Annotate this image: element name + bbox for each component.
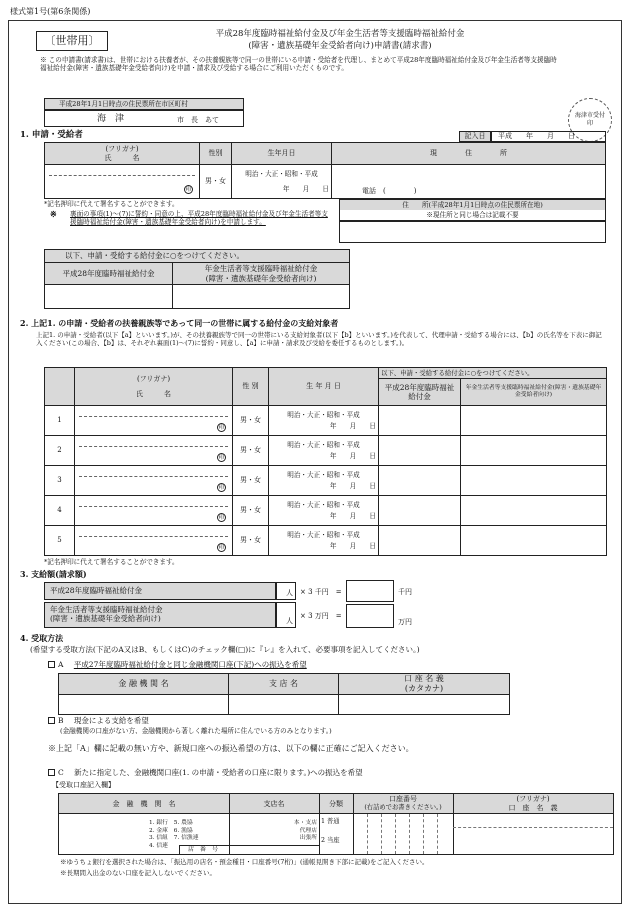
dep-birth-field[interactable] bbox=[269, 406, 379, 436]
c-type-header: 分類 bbox=[329, 800, 343, 808]
dep-row bbox=[45, 466, 607, 496]
stamp-label: 海津市受付印 bbox=[575, 112, 606, 127]
applicant-table bbox=[44, 142, 606, 199]
section4-heading: 4. 受取方法 bbox=[20, 633, 64, 643]
bank-types-2: 2. 金庫 6. 漁協 bbox=[149, 827, 193, 834]
footnote-inactive: ※長期間入出金のない口座を記入しないでください。 bbox=[60, 869, 216, 877]
amount-row1-total[interactable] bbox=[346, 580, 394, 602]
c-kana-header: (フリガナ) bbox=[516, 795, 550, 803]
option-b bbox=[48, 716, 149, 725]
branch-types-2: 代理店 bbox=[299, 827, 317, 834]
branch-type-list bbox=[265, 820, 317, 843]
ymd-label: 年 月 日 bbox=[329, 482, 376, 490]
dep-gender-field[interactable]: 男・女 bbox=[233, 406, 269, 436]
dep-row-no: 2 bbox=[45, 436, 75, 466]
ymd-label: 年 月 日 bbox=[329, 452, 376, 460]
dep-row bbox=[45, 406, 607, 436]
dep-col1-field[interactable] bbox=[379, 406, 461, 436]
dep-gender-field[interactable]: 男・女 bbox=[233, 436, 269, 466]
benefit-col1-field[interactable] bbox=[45, 285, 173, 309]
dep-col2-header: 年金生活者等支援臨時福祉給付金(障害・遺族基礎年金受給者向け) bbox=[461, 379, 607, 406]
option-b-note: (金融機関の口座がない方、金融機関から著しく離れた場所に住んでいる方のみとなります。) bbox=[60, 727, 332, 735]
era-options: 明治・大正・昭和・平成 bbox=[287, 470, 360, 479]
option-a-checkbox[interactable] bbox=[48, 661, 55, 668]
dep-birth-field[interactable] bbox=[269, 496, 379, 526]
dep-row-no: 3 bbox=[45, 466, 75, 496]
dep-sign-note: *記名押印に代えて署名することができます。 bbox=[44, 558, 179, 566]
applicant-furigana-header: (フリガナ) bbox=[105, 144, 139, 153]
dep-row bbox=[45, 526, 607, 556]
amount-row2-label-b: (障害・遺族基礎年金受給者向け) bbox=[50, 614, 161, 624]
amount-row1-unit: 千円 bbox=[398, 588, 412, 596]
oath-note: 裏面の事項(1)～(7)に誓約・同意の上、平成28年度臨時福祉給付金及び年金生活者等支援臨時福祉給付金(障害・遺族基礎年金受給者向け)を申請します。 bbox=[70, 210, 328, 227]
option-c-checkbox[interactable] bbox=[48, 769, 55, 776]
era-options: 明治・大正・昭和・平成 bbox=[287, 530, 360, 539]
dep-row-no: 1 bbox=[45, 406, 75, 436]
amount-row1-label: 平成28年度臨時福祉給付金 bbox=[44, 582, 276, 600]
seal-mark: 印 bbox=[218, 484, 225, 491]
title-line1: 平成28年度臨時福祉給付金及び年金生活者等支援臨時福祉給付金 bbox=[215, 29, 465, 39]
residence-header: 住 所(平成28年1月1日時点の住民票所在地) bbox=[340, 200, 605, 210]
entry-date-field[interactable]: 平成 年 月 日 bbox=[491, 131, 606, 142]
option-a-mark: A bbox=[58, 660, 64, 669]
residence-note: ※現住所と同じ場合は記載不要 bbox=[426, 211, 519, 219]
receipt-label: 【受取口座記入欄】 bbox=[52, 781, 115, 789]
dep-gender-field[interactable]: 男・女 bbox=[233, 526, 269, 556]
municipality-box bbox=[44, 110, 244, 127]
c-num-header: 口座番号 bbox=[389, 795, 417, 803]
applicant-name-field[interactable] bbox=[45, 165, 200, 199]
a-acct-field[interactable] bbox=[339, 695, 510, 715]
dep-name-field[interactable] bbox=[75, 436, 233, 466]
dep-row-no: 4 bbox=[45, 496, 75, 526]
amount-row2-unit: 万円 bbox=[398, 618, 412, 626]
person-unit: 人 bbox=[286, 589, 293, 598]
dep-name-field[interactable] bbox=[75, 466, 233, 496]
dep-name-field[interactable] bbox=[75, 406, 233, 436]
dep-col1-field[interactable] bbox=[379, 526, 461, 556]
oath-mark: ※ bbox=[50, 209, 57, 219]
amount-row2-label bbox=[44, 602, 276, 628]
applicant-address-field[interactable] bbox=[332, 165, 606, 199]
phone-label: 電話 ( ) bbox=[362, 187, 417, 196]
dep-furigana-header: (フリガナ) bbox=[136, 374, 171, 383]
benefit-col1: 平成28年度臨時福祉給付金 bbox=[45, 263, 173, 285]
dep-col1-field[interactable] bbox=[379, 496, 461, 526]
option-c-mark: C bbox=[58, 768, 64, 777]
applicant-birth-header: 生年月日 bbox=[232, 143, 332, 165]
ymd-label: 年 月 日 bbox=[329, 512, 376, 520]
dep-row bbox=[45, 436, 607, 466]
dep-col1-field[interactable] bbox=[379, 466, 461, 496]
a-branch-field[interactable] bbox=[229, 695, 339, 715]
dep-col1-header: 平成28年度臨時福祉給付金 bbox=[379, 379, 461, 406]
city-name: 海 津 bbox=[97, 114, 125, 124]
era-options: 明治・大正・昭和・平成 bbox=[287, 440, 360, 449]
residence-box[interactable] bbox=[339, 199, 606, 221]
entry-date-label: 記入日 bbox=[459, 131, 491, 142]
store-number-label: 店 番 号 bbox=[188, 846, 219, 853]
dep-col2-field[interactable] bbox=[461, 466, 607, 496]
account-type-futsu[interactable]: 1 普通 bbox=[321, 818, 340, 825]
seal-mark: 印 bbox=[218, 544, 225, 551]
setai-label: 〔世帯用〕 bbox=[36, 31, 108, 51]
branch-types-1: 本・支店 bbox=[293, 820, 317, 826]
receipt-table bbox=[58, 793, 614, 855]
c-branch-header: 支店名 bbox=[263, 800, 285, 808]
bank-types-3: 3. 信組 7. 信漁連 bbox=[149, 835, 199, 842]
bank-types-1: 1. 銀行 5. 農協 bbox=[149, 820, 193, 826]
seal-mark: 印 bbox=[185, 186, 192, 193]
benefit-select-header: 以下、申請・受給する給付金に○をつけてください。 bbox=[45, 250, 350, 263]
dep-birth-field[interactable] bbox=[269, 526, 379, 556]
dep-col2-field[interactable] bbox=[461, 406, 607, 436]
dep-gender-header: 性 別 bbox=[233, 368, 269, 406]
applicant-gender-field[interactable]: 男・女 bbox=[200, 165, 232, 199]
option-a bbox=[48, 660, 307, 669]
dep-birth-field[interactable] bbox=[269, 436, 379, 466]
dep-name-field[interactable] bbox=[75, 526, 233, 556]
benefit-col2a: 年金生活者等支援臨時福祉給付金 bbox=[204, 264, 318, 274]
dep-birth-field[interactable] bbox=[269, 466, 379, 496]
era-options: 明治・大正・昭和・平成 bbox=[287, 410, 360, 419]
dep-circle-header: 以下、申請・受給する給付金に○をつけてください。 bbox=[379, 368, 607, 379]
sign-note: *記名押印に代えて署名することができます。 bbox=[44, 200, 179, 208]
account-type-toza[interactable]: 2 当座 bbox=[321, 837, 340, 844]
amount-row1-mult: × 3 千円 = bbox=[300, 588, 342, 596]
ymd-label: 年 月 日 bbox=[282, 184, 329, 193]
benefit-select-table bbox=[44, 249, 350, 309]
footnote-yucho: ※ゆうちょ銀行を選択された場合は、「振込用の店名・預金種目・口座番号(7桁)」(通帳見開き下部に記載)をご記入ください。 bbox=[60, 858, 429, 866]
dep-col2-field[interactable] bbox=[461, 436, 607, 466]
a-kana-header: (カタカナ) bbox=[404, 684, 444, 693]
amount-row2-total[interactable] bbox=[346, 604, 394, 628]
applicant-address-header: 現 住 所 bbox=[332, 143, 606, 165]
option-c-label: 新たに指定した、金融機関口座(1. の申請・受給者の口座に限ります。)への振込を希望 bbox=[74, 768, 363, 777]
section1-heading: 1. 申請・受給者 bbox=[20, 130, 83, 140]
option-b-label: 現金による支給を希望 bbox=[73, 716, 149, 725]
dep-col2-field[interactable] bbox=[461, 526, 607, 556]
branch-types-3: 出張所 bbox=[299, 835, 317, 842]
era-options: 明治・大正・昭和・平成 bbox=[287, 500, 360, 509]
c-num-note: (右詰めでお書きください。) bbox=[364, 804, 442, 811]
option-b-mark: B bbox=[58, 716, 64, 725]
dependents-table bbox=[44, 367, 607, 556]
amount-row2-persons[interactable] bbox=[276, 602, 296, 628]
applicant-birth-field[interactable] bbox=[232, 165, 332, 199]
a-bank-header: 金 融 機 関 名 bbox=[59, 674, 229, 695]
amount-row2-label-a: 年金生活者等支援臨時福祉給付金 bbox=[50, 605, 163, 614]
c-bank-header: 金 融 機 関 名 bbox=[112, 800, 176, 808]
address-header: 平成28年1月1日時点の住民票所在市区町村 bbox=[44, 98, 244, 110]
dep-birth-header: 生 年 月 日 bbox=[269, 368, 379, 406]
dep-name-header: 氏 名 bbox=[136, 389, 171, 398]
form-number: 様式第1号(第6条関係) bbox=[10, 7, 91, 16]
era-options: 明治・大正・昭和・平成 bbox=[245, 170, 318, 179]
applicant-gender-header: 性別 bbox=[200, 143, 232, 165]
dep-row-no: 5 bbox=[45, 526, 75, 556]
section3-heading: 3. 支給額(請求額) bbox=[20, 569, 87, 579]
mayor-label: 市 長 あて bbox=[177, 116, 219, 124]
section2-heading: 2. 上記1. の申請・受給者の扶養親族等であって同一の世帯に属する給付金の支給対象者 bbox=[20, 318, 339, 328]
amount-row2-mult: × 3 万円 = bbox=[300, 612, 342, 620]
seal-mark: 印 bbox=[218, 424, 225, 431]
notice-text: ※上記「A」欄に記載の無い方や、新規口座への振込希望の方は、以下の欄に正確にご記入ください。 bbox=[48, 744, 414, 753]
intro-note: ※ この申請書(請求書)は、世帯における扶養者が、その扶養親族等で同一の世帯にいる申請・受給者を代理し、まとめて平成28年度臨時福祉給付金及び年金生活者等支援臨時福祉給付金(障害・遺族基礎年金受給者向け)を申請・請求及び受給する場合にご利用いただくものです。 bbox=[40, 56, 557, 73]
amount-row1-persons[interactable] bbox=[276, 582, 296, 600]
option-b-checkbox[interactable] bbox=[48, 717, 55, 724]
dep-name-field[interactable] bbox=[75, 496, 233, 526]
seal-mark: 印 bbox=[218, 454, 225, 461]
option-c bbox=[48, 768, 363, 777]
seal-mark: 印 bbox=[218, 514, 225, 521]
option-a-table bbox=[58, 673, 510, 715]
dep-gender-field[interactable]: 男・女 bbox=[233, 496, 269, 526]
a-acct-header: 口 座 名 義 bbox=[404, 674, 444, 683]
ymd-label: 年 月 日 bbox=[329, 542, 376, 550]
section4-desc: (希望する受取方法(下記のA又はB、もしくはC)のチェック欄(□)に『レ』を入れて、必要事項を記入してください。) bbox=[30, 645, 420, 654]
residence-field[interactable] bbox=[339, 221, 606, 243]
dep-gender-field[interactable]: 男・女 bbox=[233, 466, 269, 496]
a-bank-field[interactable] bbox=[59, 695, 229, 715]
store-number-field[interactable] bbox=[179, 845, 319, 854]
c-holder-header: 口 座 名 義 bbox=[508, 804, 558, 812]
benefit-col2b: (障害・遺族基礎年金受給者向け) bbox=[205, 273, 317, 283]
title-line2: (障害・遺族基礎年金受給者向け)申請書(請求書) bbox=[248, 41, 432, 51]
option-a-label: 平成27年度臨時福祉給付金と同じ金融機関口座(下記)への振込を希望 bbox=[73, 660, 307, 669]
section2-desc: 上記1. の申請・受給者(以下【a】といいます。)が、その扶養親族等で同一の世帯にいる支給対象者(以下【b】といいます。)を代表して、代理申請・受給する場合には、【b】の氏名等を下表に御記入ください(この場合、【b】は、それぞれ裏面(1)～(7)に誓約・同意し、【a】に申請・請求及び受給を委任するものとします。)。 bbox=[36, 331, 602, 348]
dep-row bbox=[45, 496, 607, 526]
benefit-col2-field[interactable] bbox=[173, 285, 350, 309]
applicant-name-header: 氏 名 bbox=[104, 153, 140, 162]
dep-col1-field[interactable] bbox=[379, 436, 461, 466]
a-branch-header: 支 店 名 bbox=[229, 674, 339, 695]
ymd-label: 年 月 日 bbox=[329, 422, 376, 430]
person-unit: 人 bbox=[286, 617, 293, 626]
dep-col2-field[interactable] bbox=[461, 496, 607, 526]
bank-types-4: 4. 信連 bbox=[149, 842, 168, 849]
